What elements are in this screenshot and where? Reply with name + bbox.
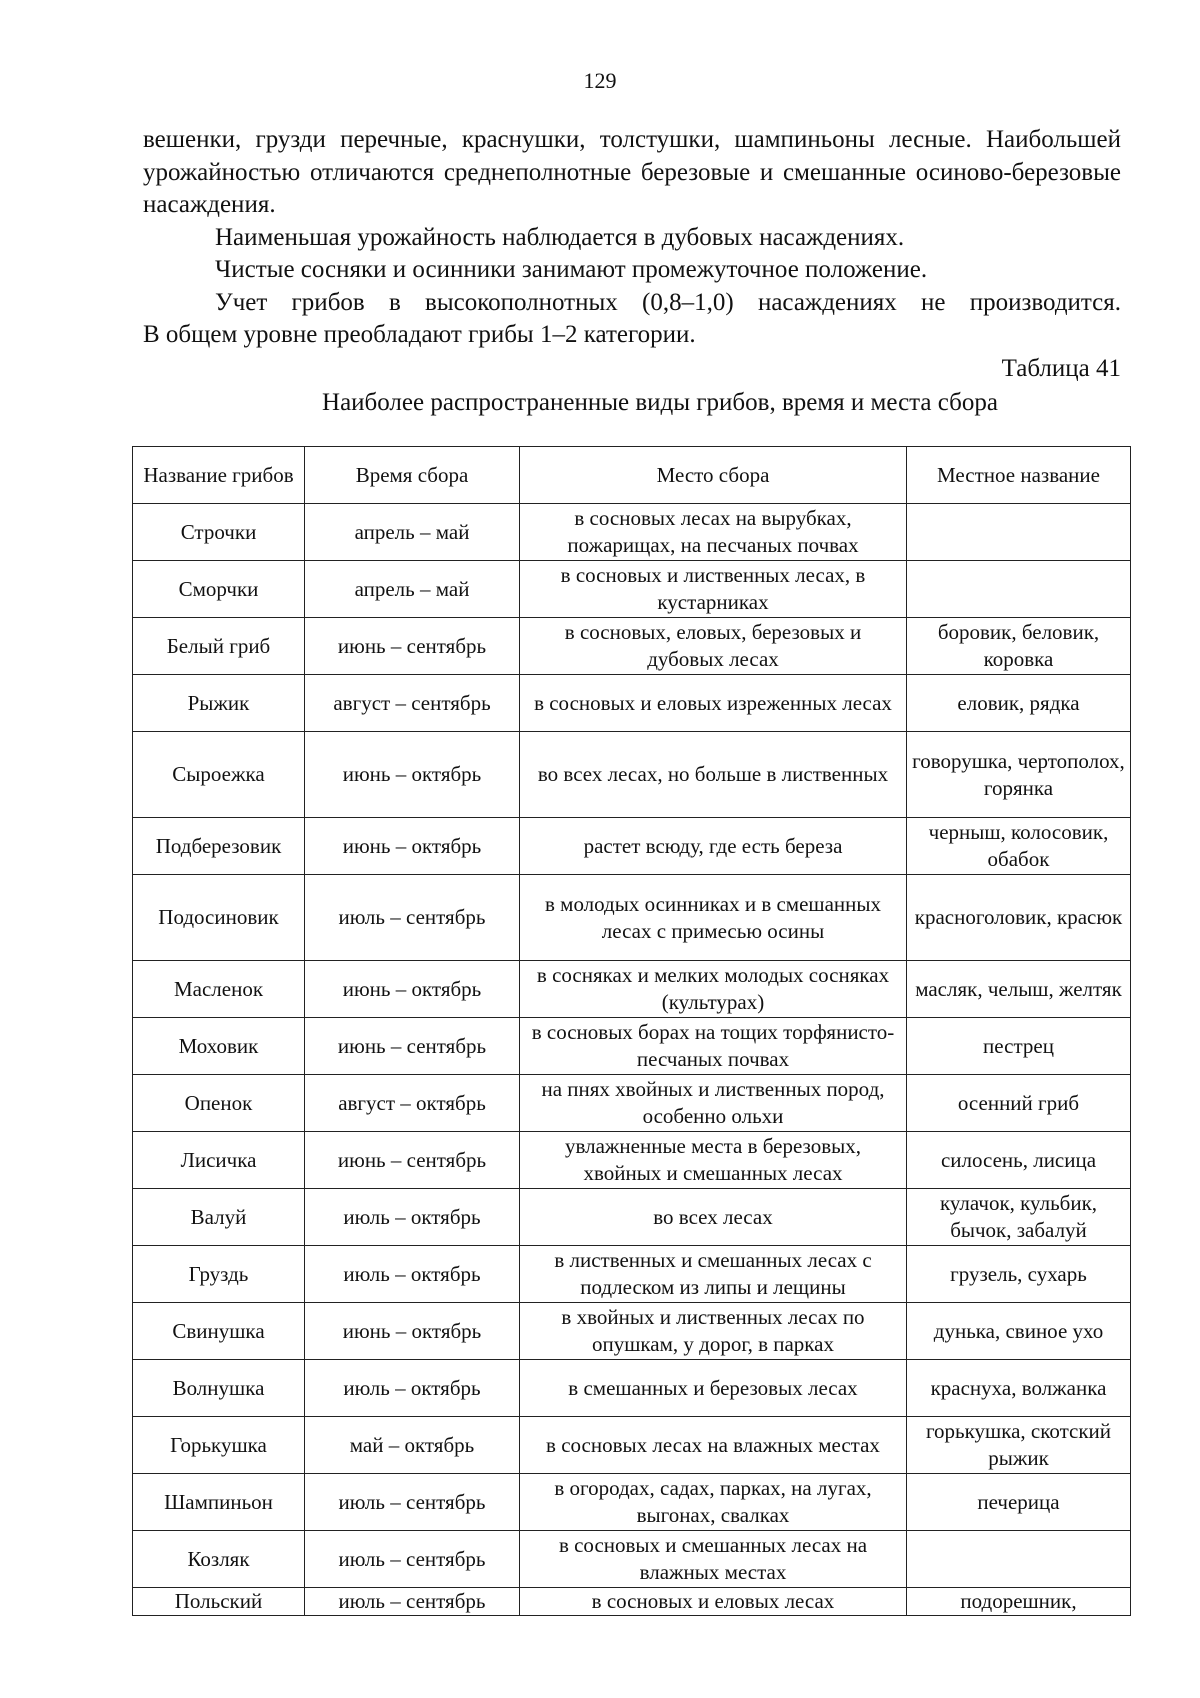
cell-local-name: кулачок, кульбик, бычок, забалуй (907, 1189, 1131, 1246)
cell-local-name (907, 1531, 1131, 1588)
table-row (133, 818, 1131, 875)
cell-local-name (907, 504, 1131, 561)
table-row (133, 504, 1131, 561)
cell-local-name: грузель, сухарь (907, 1246, 1131, 1303)
cell-time: июль – сентябрь (305, 1531, 520, 1588)
cell-name: Груздь (133, 1246, 305, 1303)
cell-local-name: пестрец (907, 1018, 1131, 1075)
cell-place: в хвойных и лиственных лесах по опушкам, у дорог, в парках (520, 1303, 907, 1360)
cell-place: в сосновых и еловых лесах (520, 1588, 907, 1616)
cell-local-name (907, 561, 1131, 618)
cell-place: растет всюду, где есть береза (520, 818, 907, 875)
cell-time: июль – сентябрь (305, 1474, 520, 1531)
cell-place: на пнях хвойных и лиственных пород, особенно ольхи (520, 1075, 907, 1132)
header-place: Место сбора (520, 447, 907, 504)
cell-time: июль – сентябрь (305, 1588, 520, 1616)
table-row (133, 961, 1131, 1018)
cell-time: июль – октябрь (305, 1246, 520, 1303)
cell-time: июнь – октябрь (305, 732, 520, 818)
cell-place: в огородах, садах, парках, на лугах, выгонах, свалках (520, 1474, 907, 1531)
cell-name: Масленок (133, 961, 305, 1018)
cell-name: Лисичка (133, 1132, 305, 1189)
table-row (133, 875, 1131, 961)
cell-name: Валуй (133, 1189, 305, 1246)
cell-local-name: краснуха, волжанка (907, 1360, 1131, 1417)
cell-local-name: дунька, свиное ухо (907, 1303, 1131, 1360)
cell-name: Опенок (133, 1075, 305, 1132)
mushroom-table (132, 446, 1131, 1616)
cell-place: в молодых осинниках и в смешанных лесах с примесью осины (520, 875, 907, 961)
table-header-row (133, 447, 1131, 504)
cell-place: в сосновых, еловых, березовых и дубовых лесах (520, 618, 907, 675)
cell-name: Подберезовик (133, 818, 305, 875)
cell-local-name: говорушка, чертополох, горянка (907, 732, 1131, 818)
cell-local-name: масляк, челыш, желтяк (907, 961, 1131, 1018)
header-local-name: Местное название (907, 447, 1131, 504)
cell-place: во всех лесах, но больше в лиственных (520, 732, 907, 818)
cell-name: Горькушка (133, 1417, 305, 1474)
cell-time: июнь – сентябрь (305, 618, 520, 675)
table-row (133, 1303, 1131, 1360)
cell-time: май – октябрь (305, 1417, 520, 1474)
cell-local-name: боровик, беловик, коровка (907, 618, 1131, 675)
cell-local-name: красноголовик, красюк (907, 875, 1131, 961)
table-title: Наиболее распространенные виды грибов, время и места сбора (322, 389, 998, 416)
cell-place: в лиственных и смешанных лесах с подлеском из липы и лещины (520, 1246, 907, 1303)
table-row (133, 1246, 1131, 1303)
cell-local-name: черныш, колосовик, обабок (907, 818, 1131, 875)
cell-time: июнь – октябрь (305, 1303, 520, 1360)
table-row (133, 675, 1131, 732)
cell-name: Польский (133, 1588, 305, 1616)
cell-time: июль – октябрь (305, 1189, 520, 1246)
cell-time: апрель – май (305, 504, 520, 561)
table-row (133, 1474, 1131, 1531)
cell-name: Волнушка (133, 1360, 305, 1417)
cell-name: Свинушка (133, 1303, 305, 1360)
cell-name: Сыроежка (133, 732, 305, 818)
cell-time: июль – сентябрь (305, 875, 520, 961)
cell-name: Белый гриб (133, 618, 305, 675)
paragraph-2: Наименьшая урожайность наблюдается в дубовых насаждениях. (215, 223, 905, 251)
cell-place: увлажненные места в березовых, хвойных и смешанных лесах (520, 1132, 907, 1189)
header-name: Название грибов (133, 447, 305, 504)
cell-time: июнь – сентябрь (305, 1132, 520, 1189)
header-time: Время сбора (305, 447, 520, 504)
cell-place: в сосняках и мелких молодых сосняках (культурах) (520, 961, 907, 1018)
cell-name: Козляк (133, 1531, 305, 1588)
paragraph-4-line-2: В общем уровне преобладают грибы 1–2 категории. (143, 321, 696, 348)
cell-place: в сосновых и лиственных лесах, в кустарниках (520, 561, 907, 618)
table-row (133, 1531, 1131, 1588)
table-row (133, 1588, 1131, 1616)
cell-local-name: горькушка, скотский рыжик (907, 1417, 1131, 1474)
cell-name: Подосиновик (133, 875, 305, 961)
cell-name: Шампиньон (133, 1474, 305, 1531)
table-row (133, 1018, 1131, 1075)
cell-time: июнь – октябрь (305, 818, 520, 875)
cell-place: в сосновых борах на тощих торфянисто-песчаных почвах (520, 1018, 907, 1075)
cell-time: август – сентябрь (305, 675, 520, 732)
cell-local-name: еловик, рядка (907, 675, 1131, 732)
cell-local-name: осенний гриб (907, 1075, 1131, 1132)
body-text (143, 124, 1121, 352)
table-row (133, 1075, 1131, 1132)
cell-place: в сосновых и смешанных лесах на влажных местах (520, 1531, 907, 1588)
cell-place: в смешанных и березовых лесах (520, 1360, 907, 1417)
table-row (133, 618, 1131, 675)
cell-time: июнь – октябрь (305, 961, 520, 1018)
cell-local-name: печерица (907, 1474, 1131, 1531)
cell-place: в сосновых лесах на вырубках, пожарищах, на песчаных почвах (520, 504, 907, 561)
table-row (133, 732, 1131, 818)
table-row (133, 1360, 1131, 1417)
paragraph-4-line-1: Учет грибов в высокополнотных (0,8–1,0) насаждениях не производится. (215, 288, 1121, 316)
cell-local-name: силосень, лисица (907, 1132, 1131, 1189)
cell-time: август – октябрь (305, 1075, 520, 1132)
cell-time: апрель – май (305, 561, 520, 618)
cell-name: Моховик (133, 1018, 305, 1075)
cell-place: в сосновых лесах на влажных местах (520, 1417, 907, 1474)
paragraph-3: Чистые сосняки и осинники занимают промежуточное положение. (215, 256, 928, 283)
page-number: 129 (583, 68, 617, 93)
cell-time: июль – октябрь (305, 1360, 520, 1417)
cell-local-name: подорешник, (907, 1588, 1131, 1616)
paragraph-1: вешенки, грузди перечные, краснушки, толстушки, шампиньоны лесные. Наибольшей урожайностью отличаются среднеполнотные березовые и смешанные осиново-березовые насаждения. (143, 126, 1121, 218)
cell-name: Рыжик (133, 675, 305, 732)
cell-place: в сосновых и еловых изреженных лесах (520, 675, 907, 732)
table-row (133, 1132, 1131, 1189)
table-row (133, 561, 1131, 618)
table-row (133, 1189, 1131, 1246)
table-row (133, 1417, 1131, 1474)
cell-time: июнь – сентябрь (305, 1018, 520, 1075)
cell-name: Строчки (133, 504, 305, 561)
table-body (133, 504, 1131, 1616)
cell-name: Сморчки (133, 561, 305, 618)
table-label: Таблица 41 (1001, 355, 1121, 382)
cell-place: во всех лесах (520, 1189, 907, 1246)
